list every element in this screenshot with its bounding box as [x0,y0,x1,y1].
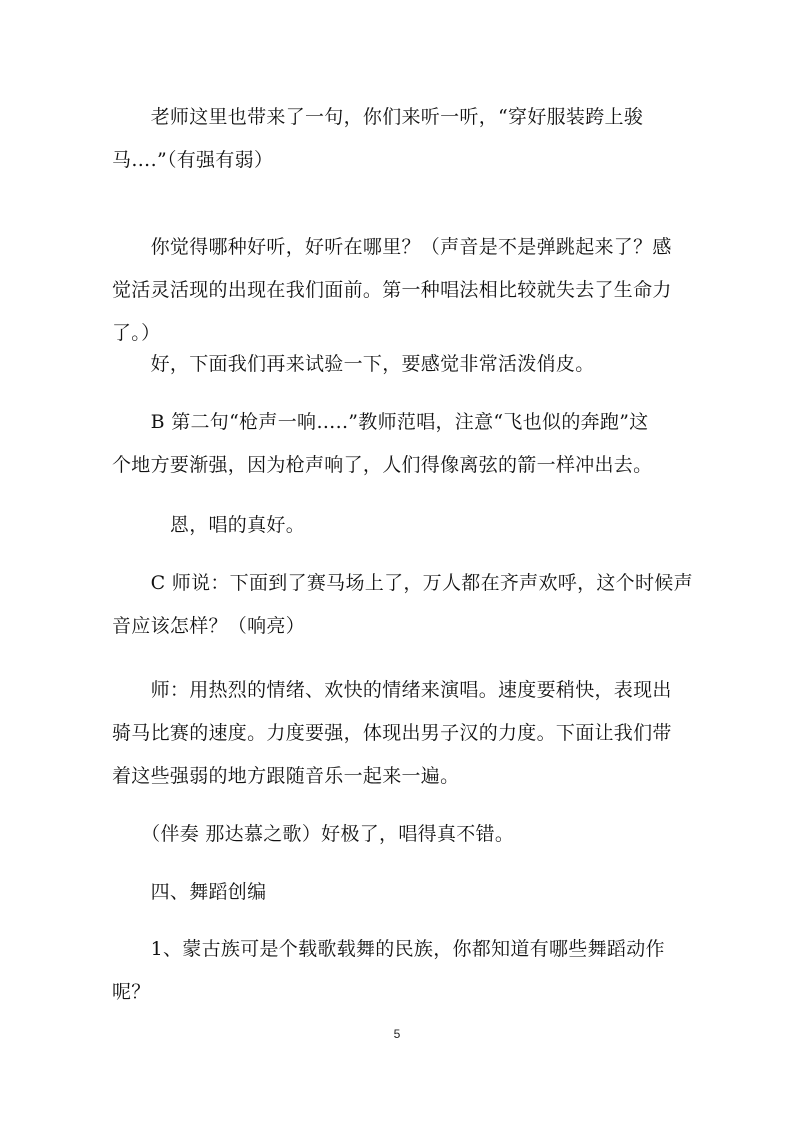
text-line: 了。） [112,322,161,344]
text-line: 你觉得哪种好听，好听在哪里？（声音是不是弹跳起来了？感 [112,236,672,258]
page-number: 5 [393,1027,401,1041]
text-line: 老师这里也带来了一句，你们来听一听，“穿好服装跨上骏 [112,106,644,128]
text-line: C 师说：下面到了赛马场上了，万人都在齐声欢呼，这个时候声 [112,572,693,594]
text-line: B 第二句“枪声一响…..”教师范唱，注意“飞也似的奔跑”这 [112,411,649,433]
paragraph-4 [112,401,692,487]
text-line: 1、蒙古族可是个载歌载舞的民族，你都知道有哪些舞蹈动作 [112,938,665,960]
text-line: 呢？ [112,981,151,1003]
paragraph-1 [112,96,692,182]
text-line: 恩，唱的真好。 [112,514,306,536]
text-line: 觉活灵活现的出现在我们面前。第一种唱法相比较就失去了生命力 [112,279,672,301]
paragraph-5 [112,504,692,547]
paragraph-9 [112,871,692,914]
paragraph-10 [112,928,692,1014]
paragraph-2 [112,226,692,355]
text-line: 骑马比赛的速度。力度要强，体现出男子汉的力度。下面让我们带 [112,722,672,744]
text-line: 好，下面我们再来试验一下，要感觉非常活泼俏皮。 [112,353,595,375]
paragraph-7 [112,669,692,798]
paragraph-6 [112,562,692,648]
text-line: 着这些强弱的地方跟随音乐一起来一遍。 [112,765,460,787]
text-line: （伴奏 那达慕之歌）好极了，唱得真不错。 [112,823,515,845]
text-line: 马….”（有强有弱） [112,149,274,171]
paragraph-3 [112,343,692,386]
text-line: 音应该怎样？（响亮） [112,615,306,637]
text-line: 个地方要渐强，因为枪声响了，人们得像离弦的箭一样冲出去。 [112,454,653,476]
paragraph-8 [112,813,692,856]
text-line: 四、舞蹈创编 [112,881,267,903]
text-line: 师：用热烈的情绪、欢快的情绪来演唱。速度要稍快，表现出 [112,679,672,701]
